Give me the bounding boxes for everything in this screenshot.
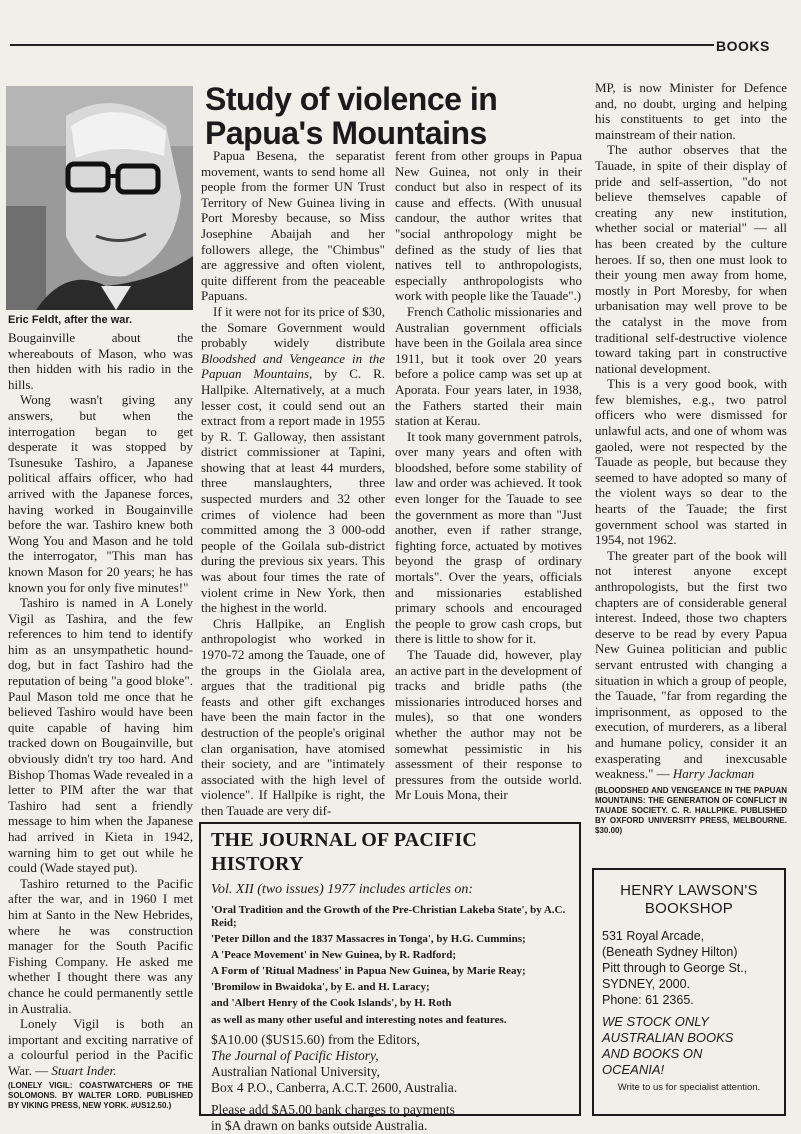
paragraph: Wong wasn't giving any answers, but when the interrogation began to get desperate it was stopped by Tsunesuke Tashiro, a Japanese political affairs officer, who had arrived with the Japanese forces, having worked in Bougainville before the war. Tashiro knew both Wong You and Mason and he told the interrogator, "This man has known Mason for 20 years; he has known you for only five minutes!" xyxy=(8,392,193,595)
paragraph xyxy=(595,548,787,782)
paragraph xyxy=(201,304,385,616)
journal-university: Australian National University, xyxy=(211,1064,380,1079)
paragraph: It took many government patrols, over many years and often with bloodshed, before some stability of law and order was achieved. It took even longer for the Tauade to see the government as more than "Just another, even if rather strange, fighting force, actuated by motives beyond the grasp of ordinary mortals". Over the years, officials and missionaries established primary schools and encouraged the people to grow cash crops, but there is little to show for it. xyxy=(395,428,582,647)
section-label: BOOKS xyxy=(716,38,770,54)
bank-line: Please add $A5.00 bank charges to payments xyxy=(211,1102,455,1117)
paragraph: This is a very good book, with few blemishes, e.g., two patrol officers who were dismissed for unlawful acts, and one of whom was gaoled, were not respected by the Tauade as people, but because they seemed to have adopted so many of the violent ways so dear to the hearts of the Tauade; the first government school was started in 1954, not 1962. xyxy=(595,376,787,548)
journal-volume: Vol. XII (two issues) 1977 includes articles on: xyxy=(211,882,474,897)
paragraph: Chris Hallpike, an English anthropologist who worked in 1970-72 among the Tauade, one of the groups in the Giolala area, argues that the traditional pig feasts and other gift exchanges have been the main factor in the destruction of the people's original clan organisation, have atomised their society, and are "intimately associated with the high level of violence". If Hallpike is right, the then Tauade are very dif- xyxy=(201,615,385,818)
column-2 xyxy=(201,148,385,819)
article-list xyxy=(211,904,569,1010)
header-rule xyxy=(10,44,714,46)
slogan-line: WE STOCK ONLY xyxy=(602,1014,709,1029)
paragraph-text: Lonely Vigil is both an important and exciting narrative of a colourful period in the Pacific War. — xyxy=(8,1016,193,1078)
paragraph: ferent from other groups in Papua New Guinea, not only in their conduct but also in respect of its cause and effects. (With unusual candour, the author writes that "social anthropology might be defined as the study of lies that natives tell to anthropologists, especially anthropologists who work with people like the Tauade".) xyxy=(395,148,582,304)
bookshop-name xyxy=(602,882,776,918)
journal-name: The Journal of Pacific History, xyxy=(211,1048,379,1063)
paragraph: The author observes that the Tauade, in spite of their display of pride and self-assertion, "do not believe themselves capable of creating any new institution, whether social or material" — all has been created by the culture heroes. If so, then one must look to their young men away from home, mostly in Port Moresby, for when urbanisation may well prove to be the catalyst in the move from traditional self-destructive violence toward taking part in constructive national development. xyxy=(595,142,787,376)
journal-order xyxy=(211,1032,569,1096)
slogan-line: OCEANIA! xyxy=(602,1062,665,1077)
bookshop-name-line: BOOKSHOP xyxy=(644,900,734,917)
journal-title: THE JOURNAL OF PACIFIC HISTORY xyxy=(211,829,478,875)
column-3 xyxy=(395,148,582,803)
paragraph: MP, is now Minister for Defence and, no doubt, urging and helping his constituents to get into the mainstream of their nation. xyxy=(595,80,787,142)
address-line: (Beneath Sydney Hilton) xyxy=(602,945,738,959)
paragraph: Tashiro is named in A Lonely Vigil as Tashira, and the few references to him tend to identify him as an unsympathetic hound-dog, but in fact Tashiro had the reputation of being "a good bloke". Paul Mason told me once that he believed Tashiro would have been quite capable of having him tracked down on Bougainville, but obviously didn't try too hard. And Bishop Thomas Wade revealed in a letter to PIM after the war that Tashiro had sent a friendly message to him when the Japanese had arrived in Kieta in 1942, warning him to get out while he could (Wade stayed put). xyxy=(8,595,193,876)
list-item: 'Oral Tradition and the Growth of the Pre-Christian Lakeba State', by A.C. Reid; xyxy=(211,904,566,929)
paragraph-text: If it were not for its price of $30, the Somare Government would probably widely distribute xyxy=(201,303,385,351)
list-item: A 'Peace Movement' in New Guinea, by R. Radford; xyxy=(211,949,457,961)
phone-line: Phone: 61 2365. xyxy=(602,993,694,1007)
paragraph-text: by C. R. Hallpike. Alternatively, at a much lesser cost, it could send out an extract from a report made in 1955 by R. T. Galloway, then assistant district commissioner at Tapini, showing that at least 44 murders, three manslaughters, three suspected murders and 32 other crimes of violence had been committed among the 3 000-odd people of the Goilala sub-district during the previous six years. This was about four times the rate of violent crime in New York, then the highest in the world. xyxy=(201,366,385,616)
paragraph: Tashiro returned to the Pacific after the war, and in 1960 I met him at Santo in the New Hebrides, where he was construction manager for the South Pacific Fishing Company. He asked me whether I thought there was any chance he could permanently settle in Australia. xyxy=(8,875,193,1016)
book-title: Bloodshed and Vengeance in the Papuan Mountains, xyxy=(201,350,385,382)
address-line: 531 Royal Arcade, xyxy=(602,929,705,943)
byline: Stuart Inder. xyxy=(51,1062,117,1078)
column-4 xyxy=(595,80,787,836)
journal-advert xyxy=(199,822,581,1133)
journal-more: as well as many other useful and interesting notes and features. xyxy=(211,1014,507,1026)
address-line: SYDNEY, 2000. xyxy=(602,977,691,991)
bookshop-slogan xyxy=(602,1014,776,1078)
slogan-line: AUSTRALIAN BOOKS xyxy=(602,1030,734,1045)
column-1 xyxy=(8,330,193,1111)
list-item: 'Peter Dillon and the 1837 Massacres in Tonga', by H.G. Cummins; xyxy=(211,933,526,945)
bookshop-note: Write to us for specialist attention. xyxy=(617,1082,761,1093)
journal-price: $A10.00 ($US15.60) from the Editors, xyxy=(211,1032,420,1047)
journal-bank-note xyxy=(211,1102,569,1134)
paragraph: The Tauade did, however, play an active part in the development of tracks and bridle paths (the missionaries introduced horses and mules), so that one wonders whether the author may not be somewhat pessimistic in his assessment of their response to pressures from the outside world. Mr Louis Mona, their xyxy=(395,647,582,803)
paragraph: Papua Besena, the separatist movement, wants to send home all people from the former UN Trust Territory of New Guinea living in Port Moresby because, so Miss Josephine Abaijah and her followers allege, the "Chimbus" are aggressive and often violent, quite different from the peaceable Papuans. xyxy=(201,148,385,304)
journal-address: Box 4 P.O., Canberra, A.C.T. 2600, Australia. xyxy=(211,1080,458,1095)
paragraph: Bougainville about the whereabouts of Mason, who was then hidden with his radio in the hills. xyxy=(8,330,193,392)
bookshop-address xyxy=(602,928,776,1008)
list-item: and 'Albert Henry of the Cook Islands', by H. Roth xyxy=(211,997,452,1009)
portrait-photo xyxy=(6,86,193,310)
paragraph-text: The greater part of the book will not interest anyone except anthropologists, but the first two chapters are of considerable general interest. Indeed, those two chapters deserve to be read by every Papua New Guinea politician and public servant entrusted with changing a situation in which a group of people, the Tauade, "far from regarding the imprisonment, as opposed to the execution, of murderers, as a liberal and humane policy, consider it an exasperating and inexcusable weakness." — xyxy=(595,547,787,782)
article-headline: Study of violence in Papua's Mountains xyxy=(205,81,498,151)
bank-line: in $A drawn on banks outside Australia. xyxy=(211,1118,428,1133)
list-item: A Form of 'Ritual Madness' in Papua New Guinea, by Marie Reay; xyxy=(211,965,526,977)
bookshop-name-line: HENRY LAWSON'S xyxy=(620,882,758,899)
bookshop-advert xyxy=(592,868,786,1116)
book-details-note: (LONELY VIGIL: COASTWATCHERS OF THE SOLOMONS. BY WALTER LORD. PUBLISHED BY VIKING PRESS, NEW YORK. #US12.50.) xyxy=(8,1080,193,1110)
slogan-line: AND BOOKS ON xyxy=(602,1046,703,1061)
book-details-note: (BLOODSHED AND VENGEANCE IN THE PAPUAN MOUNTAINS: THE GENERATION OF CONFLICT IN TAUADE SOCIETY. C. R. HALLPIKE. PUBLISHED BY OXFORD UNIVERSITY PRESS, MELBOURNE. $30.00) xyxy=(595,785,787,835)
byline: Harry Jackman xyxy=(672,766,755,782)
paragraph: French Catholic missionaries and Australian government officials have been in the Goilala area since 1911, but it took over 20 years before a police camp was set up at Aporata. Four years later, in 1938, the Fathers started their main station at Kerau. xyxy=(395,303,582,429)
address-line: Pitt through to George St., xyxy=(602,961,748,975)
paragraph xyxy=(8,1016,193,1078)
list-item: 'Bromilow in Bwaidoka', by E. and H. Laracy; xyxy=(211,981,430,993)
photo-caption: Eric Feldt, after the war. xyxy=(8,314,133,326)
